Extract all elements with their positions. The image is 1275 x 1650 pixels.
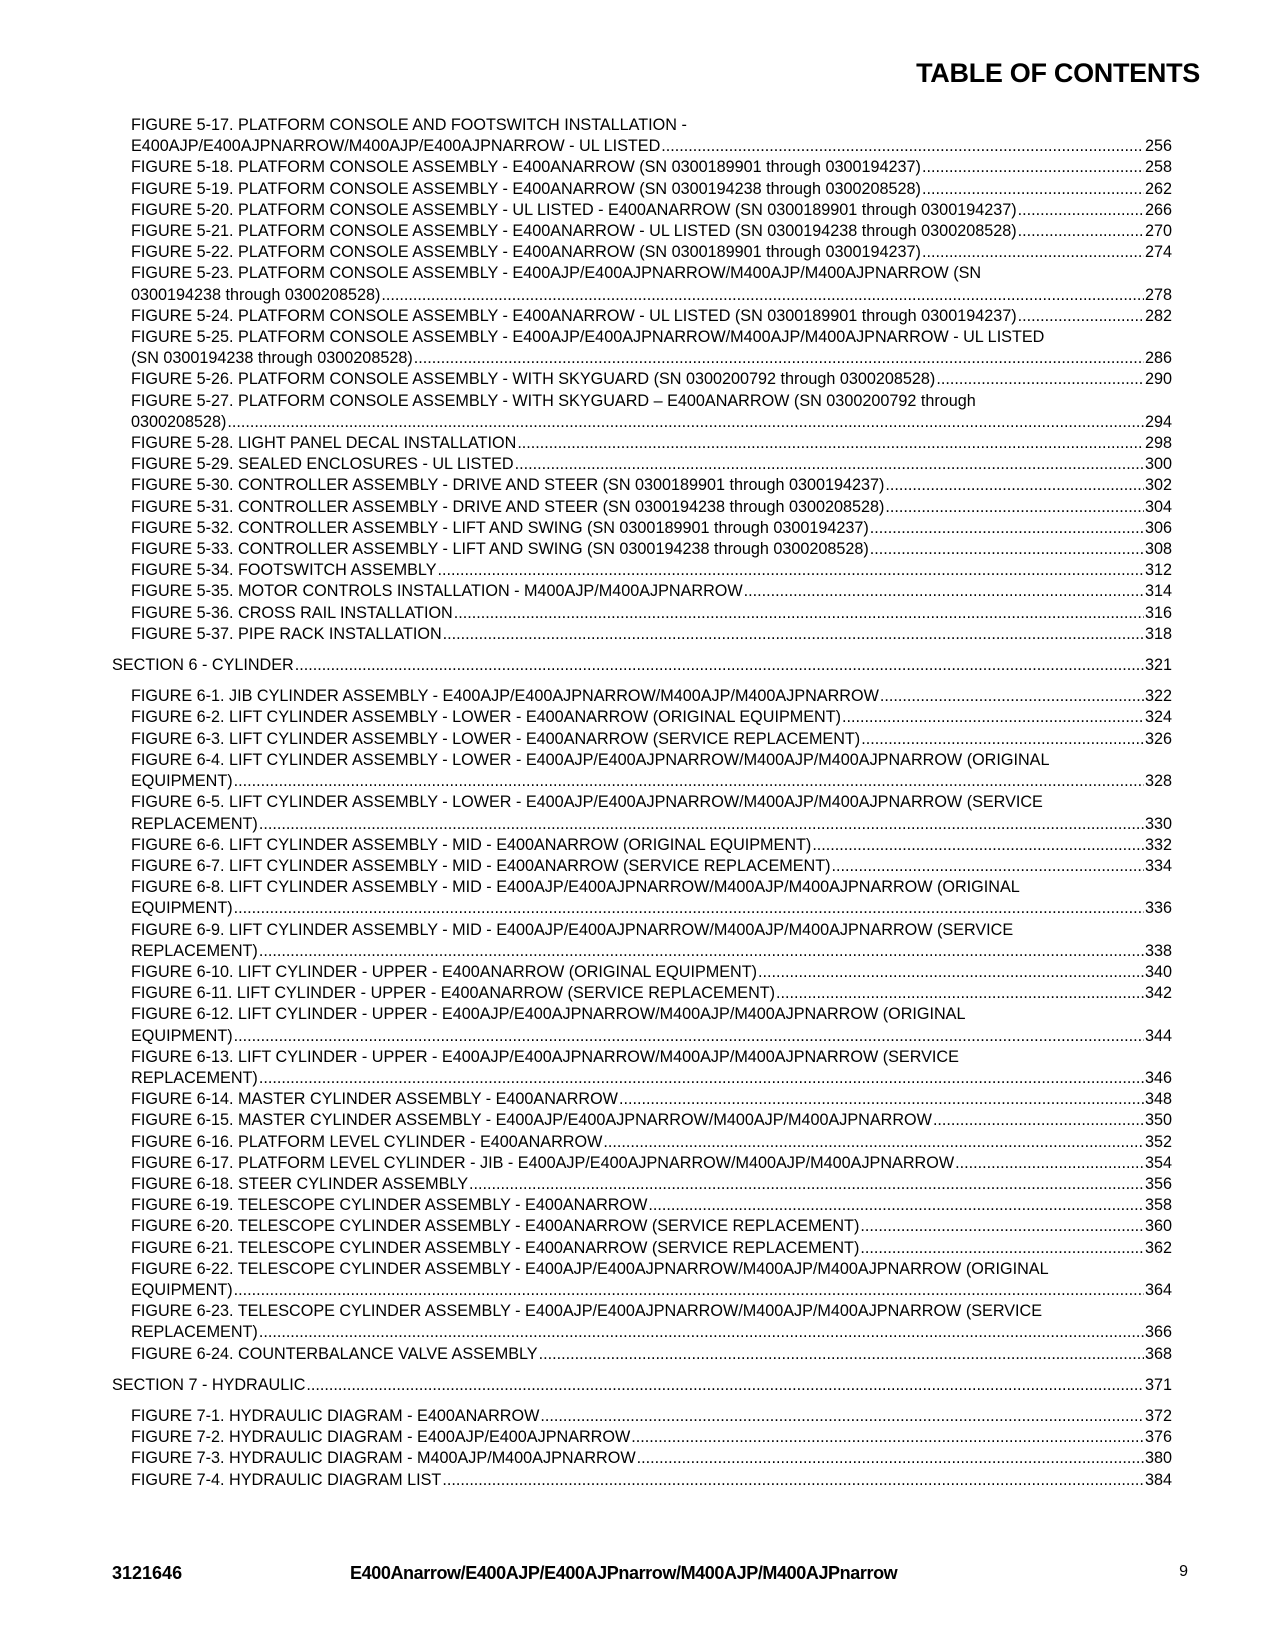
toc-entry-page: 358 <box>1144 1196 1172 1215</box>
toc-entry-title-line1: FIGURE 6-12. LIFT CYLINDER - UPPER - E400AJP/E400AJPNARROW/M400AJP/M400AJPNARROW (ORIGINAL <box>131 1005 966 1024</box>
page-title: TABLE OF CONTENTS <box>916 58 1200 88</box>
dot-leader <box>454 603 1144 624</box>
dot-leader <box>1018 200 1144 221</box>
toc-entry-title-line1: FIGURE 5-27. PLATFORM CONSOLE ASSEMBLY - WITH SKYGUARD – E400ANARROW (SN 0300200792 through <box>131 391 976 410</box>
dot-leader <box>1018 221 1144 242</box>
toc-entry-title: REPLACEMENT) <box>131 941 258 960</box>
toc-entry-title: FIGURE 6-17. PLATFORM LEVEL CYLINDER - JIB - E400AJP/E400AJPNARROW/M400AJP/M400AJPNARROW <box>131 1153 955 1172</box>
toc-figure-entry[interactable] <box>112 750 1172 792</box>
toc-entry-title: FIGURE 6-6. LIFT CYLINDER ASSEMBLY - MID - E400ANARROW (ORIGINAL EQUIPMENT) <box>131 835 812 854</box>
toc-entry-title: FIGURE 6-15. MASTER CYLINDER ASSEMBLY - E400AJP/E400AJPNARROW/M400AJP/M400AJPNARROW <box>131 1111 932 1130</box>
toc-entry-title: FIGURE 6-3. LIFT CYLINDER ASSEMBLY - LOWER - E400ANARROW (SERVICE REPLACEMENT) <box>131 729 861 748</box>
toc-figure-entry[interactable] <box>112 433 1172 454</box>
toc-entry-title: SECTION 6 - CYLINDER <box>112 656 294 675</box>
toc-entry-page: 344 <box>1144 1026 1172 1045</box>
dot-leader <box>776 983 1144 1004</box>
toc-entry-title: FIGURE 6-19. TELESCOPE CYLINDER ASSEMBLY - E400ANARROW <box>131 1196 648 1215</box>
toc-entry-title-line1: FIGURE 6-9. LIFT CYLINDER ASSEMBLY - MID - E400AJP/E400AJPNARROW/M400AJP/M400AJPNARROW (SERVICE <box>131 920 1014 939</box>
dot-leader <box>661 136 1144 157</box>
dot-leader <box>631 1427 1144 1448</box>
toc-entry-page: 312 <box>1144 561 1172 580</box>
dot-leader <box>860 1238 1144 1259</box>
toc-figure-entry[interactable] <box>112 1448 1172 1469</box>
toc-entry-page: 334 <box>1144 856 1172 875</box>
toc-entry-title-line1: FIGURE 6-13. LIFT CYLINDER - UPPER - E400AJP/E400AJPNARROW/M400AJP/M400AJPNARROW (SERVICE <box>131 1047 959 1066</box>
dot-leader <box>922 242 1144 263</box>
toc-entry-page: 274 <box>1144 243 1172 262</box>
toc-figure-entry[interactable] <box>112 1470 1172 1491</box>
dot-leader <box>922 157 1144 178</box>
toc-entry-page: 294 <box>1144 412 1172 431</box>
toc-entry-page: 340 <box>1144 962 1172 981</box>
toc-entry-page: 266 <box>1144 200 1172 219</box>
dot-leader <box>234 898 1144 919</box>
dot-leader <box>517 433 1144 454</box>
toc-entry-title-line1: FIGURE 6-8. LIFT CYLINDER ASSEMBLY - MID - E400AJP/E400AJPNARROW/M400AJP/M400AJPNARROW (ORIGINAL <box>131 878 1020 897</box>
toc-entry-title-line1: FIGURE 6-4. LIFT CYLINDER ASSEMBLY - LOWER - E400AJP/E400AJPNARROW/M400AJP/M400AJPNARROW (ORIGINAL <box>131 750 1050 769</box>
toc-entry-page: 372 <box>1144 1406 1172 1425</box>
dot-leader <box>234 771 1144 792</box>
toc-figure-entry[interactable] <box>112 877 1172 919</box>
toc-entry-page: 326 <box>1144 729 1172 748</box>
toc-entry-page: 366 <box>1144 1323 1172 1342</box>
toc-entry-page: 258 <box>1144 158 1172 177</box>
toc-figure-entry[interactable] <box>112 624 1172 645</box>
dot-leader <box>648 1195 1144 1216</box>
toc-entry-title: FIGURE 5-31. CONTROLLER ASSEMBLY - DRIVE AND STEER (SN 0300194238 through 0300208528) <box>131 497 885 516</box>
toc-entry-title-line1: FIGURE 5-23. PLATFORM CONSOLE ASSEMBLY - E400AJP/E400AJPNARROW/M400AJP/M400AJPNARROW (SN <box>131 264 982 283</box>
dot-leader <box>936 369 1144 390</box>
toc-figure-entry[interactable] <box>112 539 1172 560</box>
toc-figure-entry[interactable] <box>112 1047 1172 1089</box>
toc-figure-entry[interactable] <box>112 1216 1172 1237</box>
toc-entry-title: FIGURE 6-16. PLATFORM LEVEL CYLINDER - E400ANARROW <box>131 1132 603 1151</box>
toc-entry-page: 384 <box>1144 1470 1172 1489</box>
toc-entry-page: 298 <box>1144 434 1172 453</box>
toc-figure-entry[interactable] <box>112 1238 1172 1259</box>
toc-figure-entry[interactable] <box>112 242 1172 263</box>
toc-figure-entry[interactable] <box>112 1195 1172 1216</box>
toc-figure-entry[interactable] <box>112 221 1172 242</box>
dot-leader <box>885 475 1144 496</box>
toc-entry-page: 282 <box>1144 306 1172 325</box>
toc-entry-page: 362 <box>1144 1238 1172 1257</box>
toc-entry-title: FIGURE 5-19. PLATFORM CONSOLE ASSEMBLY - E400ANARROW (SN 0300194238 through 0300208528) <box>131 179 921 198</box>
dot-leader <box>812 835 1144 856</box>
dot-leader <box>295 655 1144 676</box>
toc-entry-title: FIGURE 5-22. PLATFORM CONSOLE ASSEMBLY - E400ANARROW (SN 0300189901 through 0300194237) <box>131 243 921 262</box>
toc-figure-entry[interactable] <box>112 157 1172 178</box>
toc-figure-entry[interactable] <box>112 115 1172 157</box>
toc-entry-page: 321 <box>1144 656 1172 675</box>
toc-figure-entry[interactable] <box>112 263 1172 305</box>
toc-figure-entry[interactable] <box>112 1174 1172 1195</box>
toc-figure-entry[interactable] <box>112 327 1172 369</box>
toc-entry-page: 314 <box>1144 582 1172 601</box>
toc-figure-entry[interactable] <box>112 835 1172 856</box>
toc-entry-page: 360 <box>1144 1217 1172 1236</box>
toc-entry-page: 308 <box>1144 540 1172 559</box>
toc-figure-entry[interactable] <box>112 581 1172 602</box>
toc-figure-entry[interactable] <box>112 1132 1172 1153</box>
dot-leader <box>870 518 1144 539</box>
toc-figure-entry[interactable] <box>112 792 1172 834</box>
toc-entry-title: FIGURE 6-10. LIFT CYLINDER - UPPER - E400ANARROW (ORIGINAL EQUIPMENT) <box>131 962 758 981</box>
dot-leader <box>1018 306 1144 327</box>
toc-entry-title: FIGURE 5-30. CONTROLLER ASSEMBLY - DRIVE AND STEER (SN 0300189901 through 0300194237) <box>131 476 885 495</box>
toc-entry-page: 352 <box>1144 1132 1172 1151</box>
toc-entry-page: 338 <box>1144 941 1172 960</box>
toc-entry-title: FIGURE 7-1. HYDRAULIC DIAGRAM - E400ANARROW <box>131 1406 540 1425</box>
dot-leader <box>259 941 1144 962</box>
dot-leader <box>758 962 1144 983</box>
dot-leader <box>234 1026 1144 1047</box>
dot-leader <box>885 497 1144 518</box>
toc-entry-page: 332 <box>1144 835 1172 854</box>
dot-leader <box>933 1110 1144 1131</box>
toc-entry-title: FIGURE 7-4. HYDRAULIC DIAGRAM LIST <box>131 1470 442 1489</box>
footer-models: E400Anarrow/E400AJP/E400AJPnarrow/M400AJP/M400AJPnarrow <box>350 1563 898 1583</box>
toc-figure-entry[interactable] <box>112 1406 1172 1427</box>
toc-entry-page: 322 <box>1144 687 1172 706</box>
toc-figure-entry[interactable] <box>112 1427 1172 1448</box>
toc-entry-title: FIGURE 6-2. LIFT CYLINDER ASSEMBLY - LOWER - E400ANARROW (ORIGINAL EQUIPMENT) <box>131 708 841 727</box>
toc-figure-entry[interactable] <box>112 306 1172 327</box>
toc-figure-entry[interactable] <box>112 475 1172 496</box>
toc-entry-page: 376 <box>1144 1428 1172 1447</box>
toc-figure-entry[interactable] <box>112 391 1172 433</box>
toc-entry-title: FIGURE 5-33. CONTROLLER ASSEMBLY - LIFT AND SWING (SN 0300194238 through 0300208528) <box>131 540 869 559</box>
toc-figure-entry[interactable] <box>112 200 1172 221</box>
toc-entry-title: REPLACEMENT) <box>131 814 258 833</box>
dot-leader <box>880 686 1144 707</box>
toc-entry-page: 324 <box>1144 708 1172 727</box>
toc-entry-page: 290 <box>1144 370 1172 389</box>
toc-figure-entry[interactable] <box>112 1344 1172 1365</box>
toc-entry-title-line1: FIGURE 6-23. TELESCOPE CYLINDER ASSEMBLY - E400AJP/E400AJPNARROW/M400AJP/M400AJPNARROW (SERVICE <box>131 1302 1042 1321</box>
toc-entry-title: EQUIPMENT) <box>131 1026 233 1045</box>
dot-leader <box>922 179 1144 200</box>
toc-figure-entry[interactable] <box>112 856 1172 877</box>
document-number: 3121646 <box>112 1563 183 1583</box>
toc-entry-page: 330 <box>1144 814 1172 833</box>
dot-leader <box>540 1406 1144 1427</box>
toc-figure-entry[interactable] <box>112 1301 1172 1343</box>
dot-leader <box>637 1448 1144 1469</box>
toc-section-entry[interactable] <box>112 655 1172 676</box>
dot-leader <box>744 581 1144 602</box>
toc-figure-entry[interactable] <box>112 729 1172 750</box>
toc-entry-page: 318 <box>1144 624 1172 643</box>
dot-leader <box>234 1280 1144 1301</box>
toc-figure-entry[interactable] <box>112 983 1172 1004</box>
dot-leader <box>832 856 1144 877</box>
toc-entry-page: 302 <box>1144 476 1172 495</box>
toc-entry-page: 342 <box>1144 984 1172 1003</box>
dot-leader <box>414 348 1144 369</box>
toc-figure-entry[interactable] <box>112 920 1172 962</box>
toc-list <box>112 115 1172 1491</box>
toc-entry-title: FIGURE 5-36. CROSS RAIL INSTALLATION <box>131 603 453 622</box>
toc-entry-title: FIGURE 5-21. PLATFORM CONSOLE ASSEMBLY - E400ANARROW - UL LISTED (SN 0300194238 through 0300208528) <box>131 222 1017 241</box>
toc-figure-entry[interactable] <box>112 1153 1172 1174</box>
toc-entry-title: FIGURE 5-29. SEALED ENCLOSURES - UL LISTED <box>131 455 514 474</box>
toc-figure-entry[interactable] <box>112 1004 1172 1046</box>
toc-figure-entry[interactable] <box>112 962 1172 983</box>
toc-entry-title-line1: FIGURE 6-22. TELESCOPE CYLINDER ASSEMBLY - E400AJP/E400AJPNARROW/M400AJP/M400AJPNARROW (ORIGINAL <box>131 1259 1049 1278</box>
toc-entry-title: FIGURE 6-14. MASTER CYLINDER ASSEMBLY - E400ANARROW <box>131 1090 618 1109</box>
toc-entry-page: 356 <box>1144 1174 1172 1193</box>
toc-entry-title-line1: FIGURE 5-25. PLATFORM CONSOLE ASSEMBLY - E400AJP/E400AJPNARROW/M400AJP/M400AJPNARROW - UL LISTED <box>131 328 1045 347</box>
dot-leader <box>259 1068 1144 1089</box>
toc-entry-title: FIGURE 5-20. PLATFORM CONSOLE ASSEMBLY - UL LISTED - E400ANARROW (SN 0300189901 through 0300194237) <box>131 200 1017 219</box>
dot-leader <box>306 1375 1144 1396</box>
toc-entry-page: 304 <box>1144 497 1172 516</box>
dot-leader <box>469 1174 1144 1195</box>
toc-entry-title: FIGURE 5-24. PLATFORM CONSOLE ASSEMBLY - E400ANARROW - UL LISTED (SN 0300189901 through 0300194237) <box>131 306 1017 325</box>
toc-figure-entry[interactable] <box>112 497 1172 518</box>
toc-entry-title: FIGURE 6-11. LIFT CYLINDER - UPPER - E400ANARROW (SERVICE REPLACEMENT) <box>131 984 776 1003</box>
toc-entry-title: FIGURE 6-21. TELESCOPE CYLINDER ASSEMBLY - E400ANARROW (SERVICE REPLACEMENT) <box>131 1238 860 1257</box>
toc-entry-title: FIGURE 5-32. CONTROLLER ASSEMBLY - LIFT AND SWING (SN 0300189901 through 0300194237) <box>131 518 869 537</box>
dot-leader <box>381 285 1144 306</box>
toc-entry-page: 371 <box>1144 1375 1172 1394</box>
page-footer <box>112 1563 1188 1587</box>
toc-entry-page: 348 <box>1144 1090 1172 1109</box>
toc-entry-title: SECTION 7 - HYDRAULIC <box>112 1375 306 1394</box>
dot-leader <box>619 1089 1144 1110</box>
toc-entry-title: FIGURE 5-37. PIPE RACK INSTALLATION <box>131 624 442 643</box>
toc-entry-page: 278 <box>1144 285 1172 304</box>
toc-entry-page: 380 <box>1144 1449 1172 1468</box>
toc-figure-entry[interactable] <box>112 1110 1172 1131</box>
toc-entry-title: FIGURE 5-26. PLATFORM CONSOLE ASSEMBLY - WITH SKYGUARD (SN 0300200792 through 0300208528) <box>131 370 936 389</box>
toc-entry-page: 270 <box>1144 222 1172 241</box>
toc-entry-title: FIGURE 6-20. TELESCOPE CYLINDER ASSEMBLY - E400ANARROW (SERVICE REPLACEMENT) <box>131 1217 860 1236</box>
toc-entry-page: 316 <box>1144 603 1172 622</box>
toc-figure-entry[interactable] <box>112 369 1172 390</box>
dot-leader <box>438 560 1144 581</box>
toc-entry-page: 262 <box>1144 179 1172 198</box>
toc-figure-entry[interactable] <box>112 560 1172 581</box>
toc-entry-title: FIGURE 5-34. FOOTSWITCH ASSEMBLY <box>131 561 437 580</box>
toc-entry-title: FIGURE 5-28. LIGHT PANEL DECAL INSTALLATION <box>131 434 517 453</box>
dot-leader <box>227 412 1144 433</box>
toc-entry-title: FIGURE 6-24. COUNTERBALANCE VALVE ASSEMBLY <box>131 1344 538 1363</box>
dot-leader <box>842 707 1144 728</box>
toc-entry-title: 0300208528) <box>131 412 227 431</box>
toc-entry-title: 0300194238 through 0300208528) <box>131 285 381 304</box>
dot-leader <box>443 624 1144 645</box>
dot-leader <box>259 1322 1144 1343</box>
toc-entry-title: REPLACEMENT) <box>131 1068 258 1087</box>
dot-leader <box>861 729 1144 750</box>
toc-entry-page: 354 <box>1144 1153 1172 1172</box>
toc-entry-page: 328 <box>1144 772 1172 791</box>
toc-entry-title: FIGURE 7-3. HYDRAULIC DIAGRAM - M400AJP/M400AJPNARROW <box>131 1449 636 1468</box>
dot-leader <box>603 1132 1144 1153</box>
toc-entry-title: E400AJP/E400AJPNARROW/M400AJP/E400AJPNARROW - UL LISTED <box>131 137 661 156</box>
toc-entry-title: FIGURE 5-18. PLATFORM CONSOLE ASSEMBLY - E400ANARROW (SN 0300189901 through 0300194237) <box>131 158 921 177</box>
toc-entry-page: 256 <box>1144 137 1172 156</box>
toc-entry-title: FIGURE 6-7. LIFT CYLINDER ASSEMBLY - MID - E400ANARROW (SERVICE REPLACEMENT) <box>131 856 831 875</box>
dot-leader <box>955 1153 1144 1174</box>
dot-leader <box>539 1344 1144 1365</box>
dot-leader <box>259 814 1144 835</box>
toc-figure-entry[interactable] <box>112 603 1172 624</box>
dot-leader <box>870 539 1144 560</box>
toc-entry-page: 346 <box>1144 1068 1172 1087</box>
toc-entry-title: EQUIPMENT) <box>131 899 233 918</box>
toc-entry-title: (SN 0300194238 through 0300208528) <box>131 349 413 368</box>
dot-leader <box>860 1216 1144 1237</box>
toc-entry-title-line1: FIGURE 5-17. PLATFORM CONSOLE AND FOOTSWITCH INSTALLATION - <box>131 116 687 134</box>
toc-entry-page: 368 <box>1144 1344 1172 1363</box>
toc-entry-page: 336 <box>1144 899 1172 918</box>
toc-entry-title: FIGURE 7-2. HYDRAULIC DIAGRAM - E400AJP/E400AJPNARROW <box>131 1428 631 1447</box>
toc-figure-entry[interactable] <box>112 686 1172 707</box>
toc-entry-title: EQUIPMENT) <box>131 1280 233 1299</box>
toc-figure-entry[interactable] <box>112 518 1172 539</box>
toc-entry-title: FIGURE 6-1. JIB CYLINDER ASSEMBLY - E400AJP/E400AJPNARROW/M400AJP/M400AJPNARROW <box>131 687 879 706</box>
dot-leader <box>442 1470 1144 1491</box>
toc-figure-entry[interactable] <box>112 707 1172 728</box>
toc-entry-title: EQUIPMENT) <box>131 772 233 791</box>
toc-entry-page: 300 <box>1144 455 1172 474</box>
toc-entry-page: 350 <box>1144 1111 1172 1130</box>
toc-figure-entry[interactable] <box>112 179 1172 200</box>
toc-entry-title: REPLACEMENT) <box>131 1323 258 1342</box>
dot-leader <box>515 454 1144 475</box>
toc-figure-entry[interactable] <box>112 1089 1172 1110</box>
toc-entry-title: FIGURE 5-35. MOTOR CONTROLS INSTALLATION - M400AJP/M400AJPNARROW <box>131 582 743 601</box>
toc-entry-page: 306 <box>1144 518 1172 537</box>
toc-figure-entry[interactable] <box>112 1259 1172 1301</box>
toc-entry-page: 364 <box>1144 1280 1172 1299</box>
toc-figure-entry[interactable] <box>112 454 1172 475</box>
toc-entry-page: 286 <box>1144 349 1172 368</box>
toc-entry-title-line1: FIGURE 6-5. LIFT CYLINDER ASSEMBLY - LOWER - E400AJP/E400AJPNARROW/M400AJP/M400AJPNARROW (SERVICE <box>131 793 1043 812</box>
toc-section-entry[interactable] <box>112 1375 1172 1396</box>
page-number: 9 <box>1179 1563 1188 1580</box>
toc-entry-title: FIGURE 6-18. STEER CYLINDER ASSEMBLY <box>131 1174 469 1193</box>
